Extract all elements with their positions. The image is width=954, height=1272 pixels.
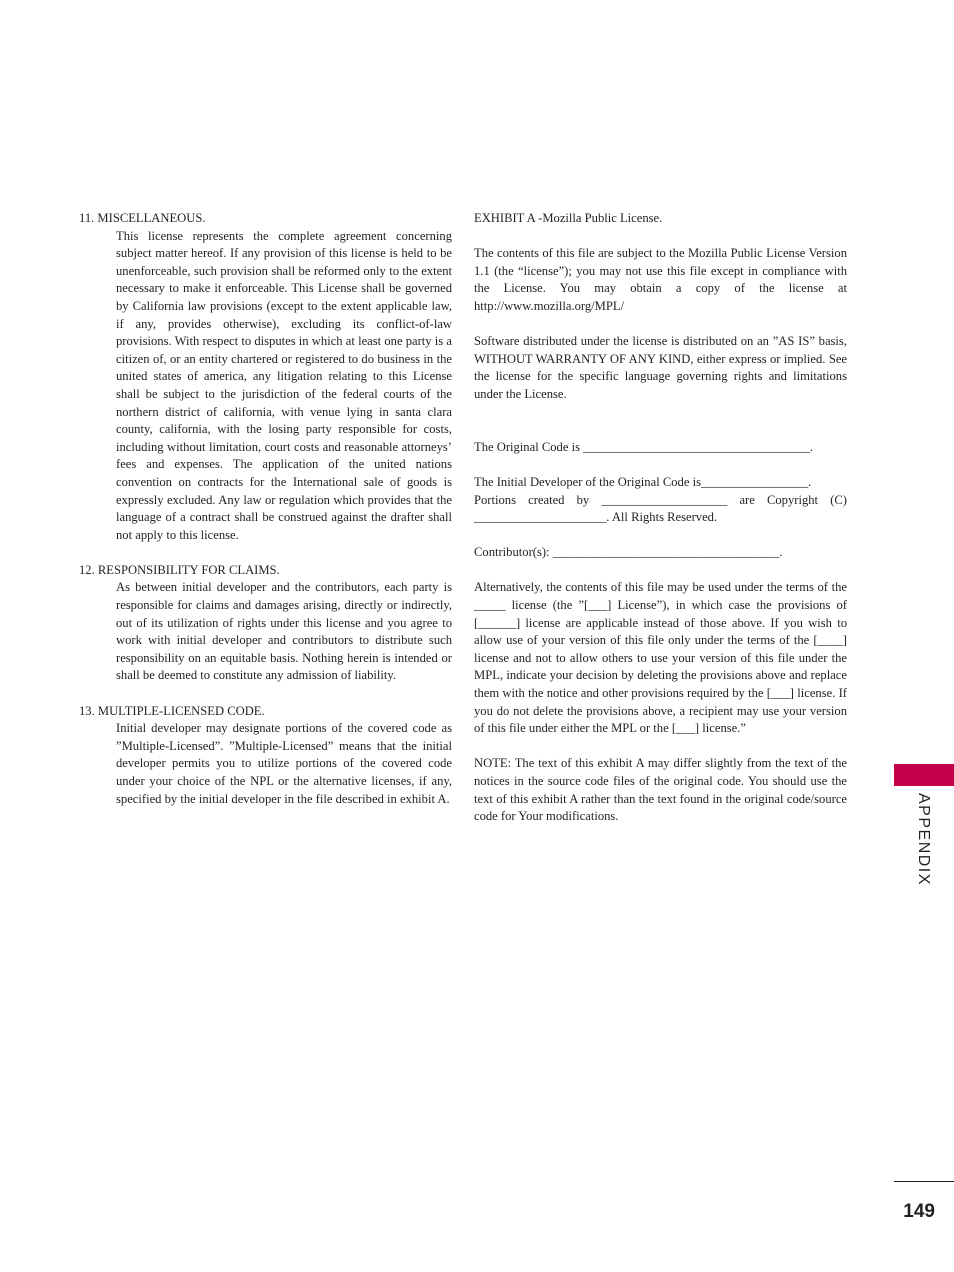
spacer (474, 456, 847, 474)
spacer (474, 562, 847, 580)
exhibit-title: EXHIBIT A -Mozilla Public License. (474, 211, 663, 225)
section-heading: 11. MISCELLANEOUS. (79, 211, 206, 225)
alternatively-paragraph: Alternatively, the contents of this file may be used under the terms of the _____ license (the ”[___] License”), in which case the provisions of [______] license are applicable instead of those above. If you wish to allow use of your version of this file only under the terms of the [____] license and not to allow others to use your version of this file under the MPL, indicate your decision by deleting the provisions above and replace them with the notice and other provisions required by the [___] license. If you do not delete the provisions above, a recipient may use your version of this file under either the MPL or the [___] license.” (474, 580, 847, 736)
spacer (474, 527, 847, 545)
page-number-rule (894, 1181, 954, 1182)
contents-paragraph: The contents of this file are subject to the Mozilla Public License Version 1.1 (the “license”); you may not use this file except in compliance with the License. You may obtain a copy of the license at http://www.mozilla.org/MPL/ (474, 246, 847, 313)
appendix-side-label: APPENDIX (915, 793, 932, 886)
note-paragraph: NOTE: The text of this exhibit A may differ slightly from the text of the notices in the source code files of the original code. You should use the text of this exhibit A rather than the text found in the original code/source code for Your modifications. (474, 756, 847, 824)
spacer (474, 316, 847, 334)
right-column (474, 210, 847, 826)
software-paragraph: Software distributed under the license is distributed on an ”AS IS” basis, WITHOUT WARRANTY OF ANY KIND, either express or implied. See the license for the specific language governing rights and limitations under the License. (474, 334, 847, 401)
section-body: As between initial developer and the contributors, each party is responsible for claims and damages arising, directly or indirectly, out of its utilization of rights under this license and you agree to work with initial developer and contributors to distribute such responsibility on an equitable basis. Nothing herein is intended or shall be deemed to constitute any admission of liability. (116, 580, 452, 683)
section-multiple-licensed-code (79, 703, 452, 809)
contributors-line: Contributor(s): ____________________________________. (474, 545, 783, 560)
section-body: Initial developer may designate portions of the covered code as ”Multiple-Licensed”. ”Multiple-Licensed” means that the initial developer permits you to utilize portions of the covered code under your choice of the NPL or the alternative licenses, if any, specified by the initial developer in the file described in exhibit A. (116, 721, 452, 806)
spacer (474, 738, 847, 756)
appendix-tab-marker (894, 764, 954, 786)
initial-developer-line: The Initial Developer of the Original Code is_________________. (474, 474, 812, 489)
section-responsibility-for-claims (79, 562, 452, 685)
original-code-line: The Original Code is ____________________________________. (474, 439, 813, 454)
section-heading: 13. MULTIPLE-LICENSED CODE. (79, 703, 265, 718)
spacer (474, 404, 847, 439)
spacer (474, 228, 847, 246)
section-body: This license represents the complete agreement concerning subject matter hereof. If any provision of this license is held to be unenforceable, such provision shall be reformed only to the extent necessary to make it enforceable. This License shall be governed by California law provisions (except to the extent applicable law, if any, provides otherwise), excluding its conflict-of-law provisions. With respect to disputes in which at least one party is a citizen of, or an entity chartered or registered to do business in the united states of america, any litigation relating to this License shall be subject to the jurisdiction of the federal courts of the northern district of california, with venue lying in santa clara county, california, with the losing party responsible for costs, including without limitation, court costs and reasonable attorneys’ fees and expenses. The application of the united nations convention on contracts for the International sale of goods is expressly excluded. Any law or regulation which provides that the language of a contract shall be construed against the drafter shall not apply to this license. (116, 228, 452, 542)
left-column (79, 210, 452, 808)
section-heading: 12. RESPONSIBILITY FOR CLAIMS. (79, 562, 280, 577)
section-miscellaneous (79, 210, 452, 544)
portions-line: Portions created by ____________________ are Copyright (C) _____________________. All Rights Reserved. (474, 492, 847, 525)
page-number: 149 (903, 1201, 935, 1222)
